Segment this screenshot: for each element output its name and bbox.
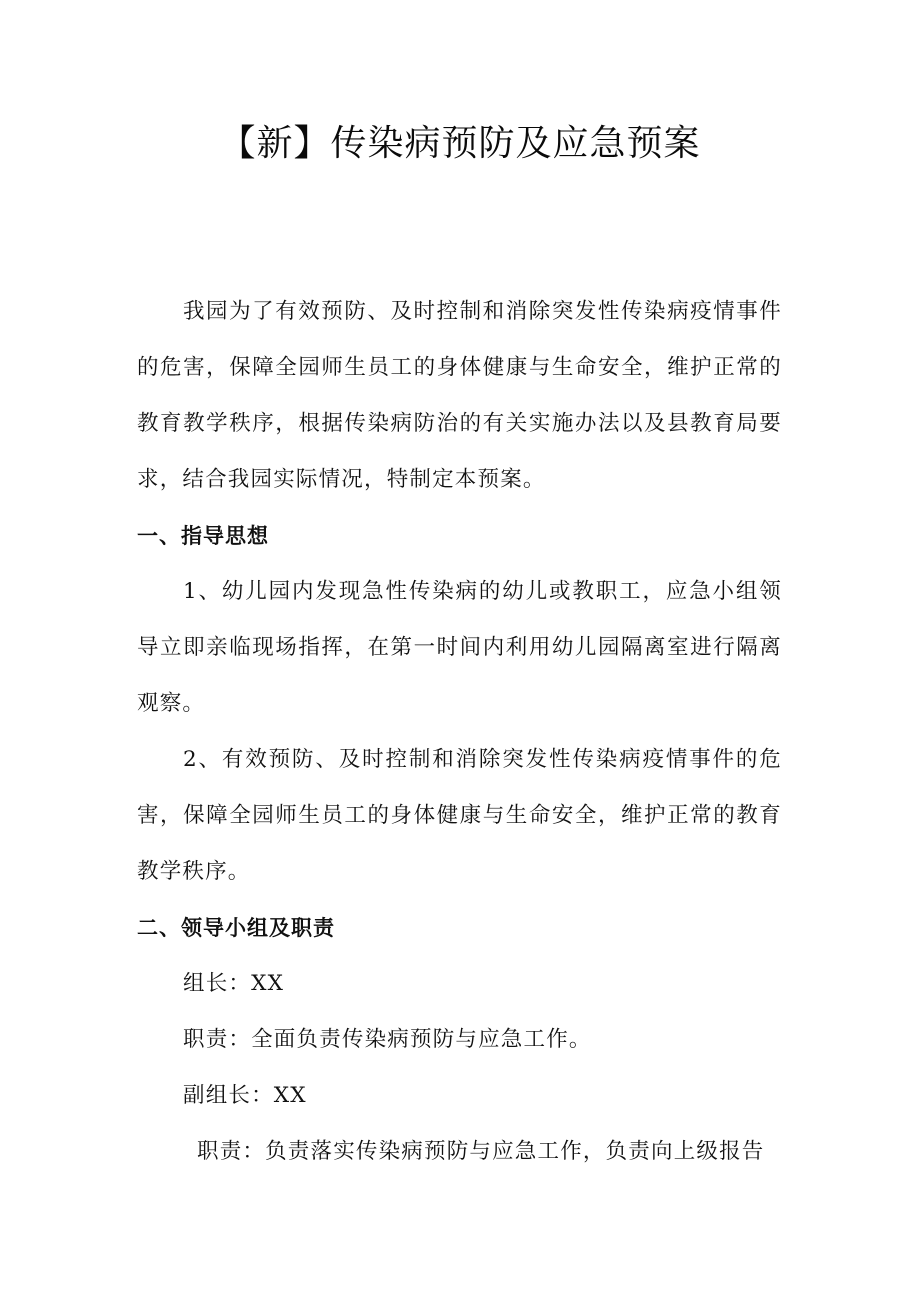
group-leader: 组长：XX <box>183 971 285 996</box>
group-leader-duty: 职责：全面负责传染病预防与应急工作。 <box>183 1027 592 1052</box>
section-heading-leadership-group: 二、领导小组及职责 <box>137 916 335 940</box>
guiding-point-2: 2、有效预防、及时控制和消除突发性传染病疫情事件的危害，保障全园师生员工的身体健康与生命安全，维护正常的教育教学秩序。 <box>137 747 782 884</box>
intro-paragraph: 我园为了有效预防、及时控制和消除突发性传染病疫情事件的危害，保障全园师生员工的身体健康与生命安全，维护正常的教育教学秩序，根据传染病防治的有关实施办法以及县教育局要求，结合我园实际情况，特制定本预案。 <box>137 299 782 492</box>
section-heading-guiding-ideology: 一、指导思想 <box>137 524 269 548</box>
guiding-point-1: 1、幼儿园内发现急性传染病的幼儿或教职工，应急小组领导立即亲临现场指挥，在第一时间内利用幼儿园隔离室进行隔离观察。 <box>137 579 782 716</box>
document-title: 【新】传染病预防及应急预案 <box>219 123 701 164</box>
deputy-leader-duty: 职责：负责落实传染病预防与应急工作，负责向上级报告 <box>197 1139 765 1164</box>
deputy-leader: 副组长：XX <box>183 1083 307 1108</box>
document-body <box>137 284 782 1180</box>
